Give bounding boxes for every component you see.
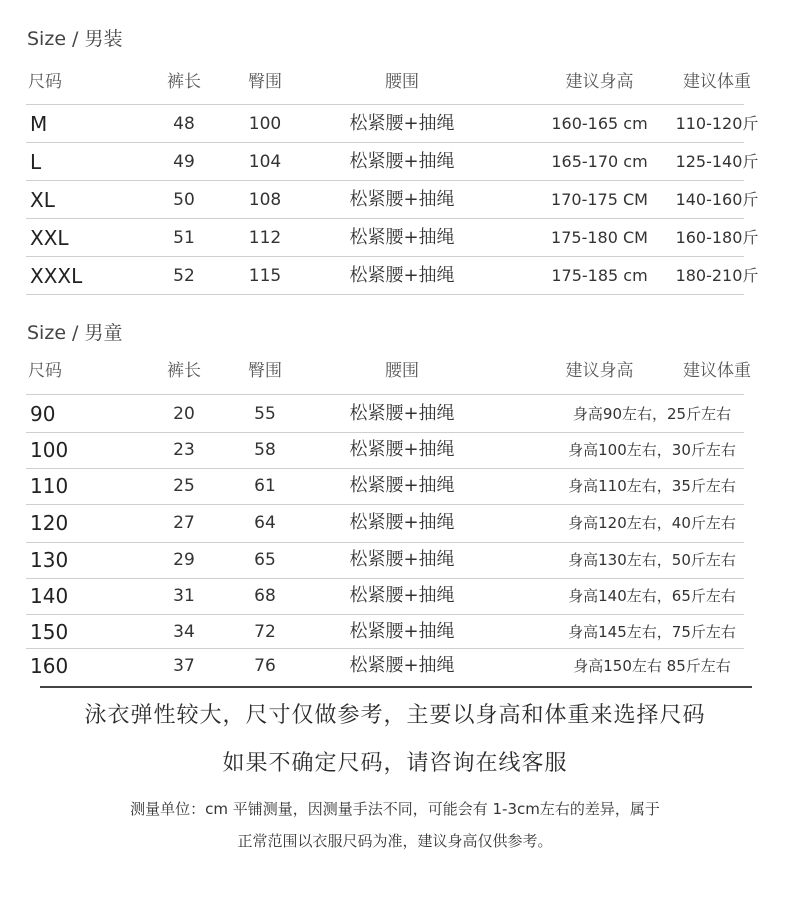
height-cell: 175-180 CM <box>551 228 648 247</box>
divider <box>26 180 744 181</box>
length-cell: 49 <box>173 152 195 172</box>
hip-cell: 72 <box>254 622 276 642</box>
length-cell: 37 <box>173 656 195 676</box>
weight-cell: 180-210斤 <box>675 266 759 285</box>
size-cell: M <box>30 112 48 136</box>
hip-cell: 108 <box>248 190 282 210</box>
waist-cell: 松紧腰+抽绳 <box>349 439 455 460</box>
waist-cell: 松紧腰+抽绳 <box>349 512 455 533</box>
height-cell: 160-165 cm <box>551 114 648 133</box>
hip-cell: 76 <box>254 656 276 676</box>
hip-cell: 61 <box>254 476 276 496</box>
waist-cell: 松紧腰+抽绳 <box>349 189 455 210</box>
hip-cell: 58 <box>254 440 276 460</box>
length-cell: 50 <box>173 190 195 210</box>
table-row <box>22 505 752 541</box>
waist-cell: 松紧腰+抽绳 <box>349 265 455 286</box>
length-cell: 34 <box>173 622 195 642</box>
weight-cell: 160-180斤 <box>675 228 759 247</box>
length-cell: 20 <box>173 404 195 424</box>
header-size: 尺码 <box>28 72 62 92</box>
weight-cell: 110-120斤 <box>675 114 759 133</box>
weight-cell: 125-140斤 <box>675 152 759 171</box>
hip-cell: 65 <box>254 550 276 570</box>
height-weight-cell: 身高120左右，40斤左右 <box>568 514 736 532</box>
hip-cell: 112 <box>248 228 282 248</box>
size-cell: 110 <box>30 474 69 498</box>
men-section-title: Size / 男装 <box>27 28 123 50</box>
header-height: 建议身高 <box>565 72 634 92</box>
kids-table-header <box>22 353 752 389</box>
height-weight-cell: 身高100左右，30斤左右 <box>568 441 736 459</box>
table-row <box>22 468 752 504</box>
height-weight-cell: 身高130左右，50斤左右 <box>568 551 736 569</box>
header-length: 裤长 <box>167 361 201 381</box>
divider <box>26 104 744 105</box>
hip-cell: 55 <box>254 404 276 424</box>
header-hip: 臀围 <box>248 72 282 92</box>
waist-cell: 松紧腰+抽绳 <box>349 585 455 606</box>
height-weight-cell: 身高110左右，35斤左右 <box>568 477 736 495</box>
header-size: 尺码 <box>28 361 62 381</box>
size-cell: 140 <box>30 584 69 608</box>
waist-cell: 松紧腰+抽绳 <box>349 655 455 676</box>
header-weight: 建议体重 <box>683 72 751 92</box>
table-row <box>22 578 752 614</box>
waist-cell: 松紧腰+抽绳 <box>349 403 455 424</box>
waist-cell: 松紧腰+抽绳 <box>349 227 455 248</box>
divider <box>26 294 744 295</box>
note-measurement-2: 正常范围以衣服尺码为准，建议身高仅供参考。 <box>237 832 553 850</box>
weight-cell: 140-160斤 <box>675 190 759 209</box>
size-cell: XXL <box>30 226 69 250</box>
waist-cell: 松紧腰+抽绳 <box>349 113 455 134</box>
size-cell: 160 <box>30 654 69 678</box>
height-cell: 170-175 CM <box>551 190 648 209</box>
height-weight-cell: 身高140左右，65斤左右 <box>568 587 736 605</box>
size-cell: L <box>30 150 42 174</box>
header-hip: 臀围 <box>248 361 282 381</box>
length-cell: 25 <box>173 476 195 496</box>
size-cell: 150 <box>30 620 69 644</box>
length-cell: 29 <box>173 550 195 570</box>
divider <box>26 394 744 395</box>
length-cell: 31 <box>173 586 195 606</box>
size-cell: XL <box>30 188 55 212</box>
length-cell: 52 <box>173 266 195 286</box>
header-weight: 建议体重 <box>683 361 751 381</box>
height-weight-cell: 身高90左右，25斤左右 <box>572 405 732 423</box>
size-cell: 90 <box>30 402 56 426</box>
kids-section-title: Size / 男童 <box>27 322 123 344</box>
divider <box>26 142 744 143</box>
waist-cell: 松紧腰+抽绳 <box>349 549 455 570</box>
table-row <box>22 542 752 578</box>
waist-cell: 松紧腰+抽绳 <box>349 151 455 172</box>
length-cell: 23 <box>173 440 195 460</box>
hip-cell: 104 <box>248 152 282 172</box>
height-weight-cell: 身高145左右，75斤左右 <box>568 623 736 641</box>
divider <box>26 218 744 219</box>
divider <box>26 256 744 257</box>
waist-cell: 松紧腰+抽绳 <box>349 475 455 496</box>
height-cell: 175-185 cm <box>551 266 648 285</box>
table-row <box>22 648 752 684</box>
height-weight-cell: 身高150左右 85斤左右 <box>573 657 731 675</box>
table-row <box>22 396 752 432</box>
table-bottom-rule <box>40 686 752 688</box>
men-table-header <box>22 64 752 100</box>
hip-cell: 68 <box>254 586 276 606</box>
hip-cell: 100 <box>248 114 282 134</box>
hip-cell: 115 <box>248 266 282 286</box>
table-row <box>22 432 752 468</box>
length-cell: 51 <box>173 228 195 248</box>
note-customer-service: 如果不确定尺码，请咨询在线客服 <box>222 751 568 776</box>
size-cell: 120 <box>30 511 69 535</box>
table-row <box>22 258 759 294</box>
table-row <box>22 220 759 256</box>
length-cell: 48 <box>173 114 195 134</box>
size-cell: 100 <box>30 438 69 462</box>
size-cell: 130 <box>30 548 69 572</box>
note-measurement-1: 测量单位：cm 平铺测量，因测量手法不同，可能会有 1-3cm左右的差异，属于 <box>130 800 660 818</box>
waist-cell: 松紧腰+抽绳 <box>349 621 455 642</box>
header-waist: 腰围 <box>385 361 419 381</box>
table-row <box>22 106 759 142</box>
table-row <box>22 614 752 650</box>
header-height: 建议身高 <box>565 361 634 381</box>
hip-cell: 64 <box>254 513 276 533</box>
table-row <box>22 182 759 218</box>
header-length: 裤长 <box>167 72 201 92</box>
size-cell: XXXL <box>30 264 83 288</box>
height-cell: 165-170 cm <box>551 152 648 171</box>
note-elasticity: 泳衣弹性较大，尺寸仅做参考，主要以身高和体重来选择尺码 <box>84 703 706 728</box>
header-waist: 腰围 <box>385 72 419 92</box>
length-cell: 27 <box>173 513 195 533</box>
table-row <box>22 144 759 180</box>
